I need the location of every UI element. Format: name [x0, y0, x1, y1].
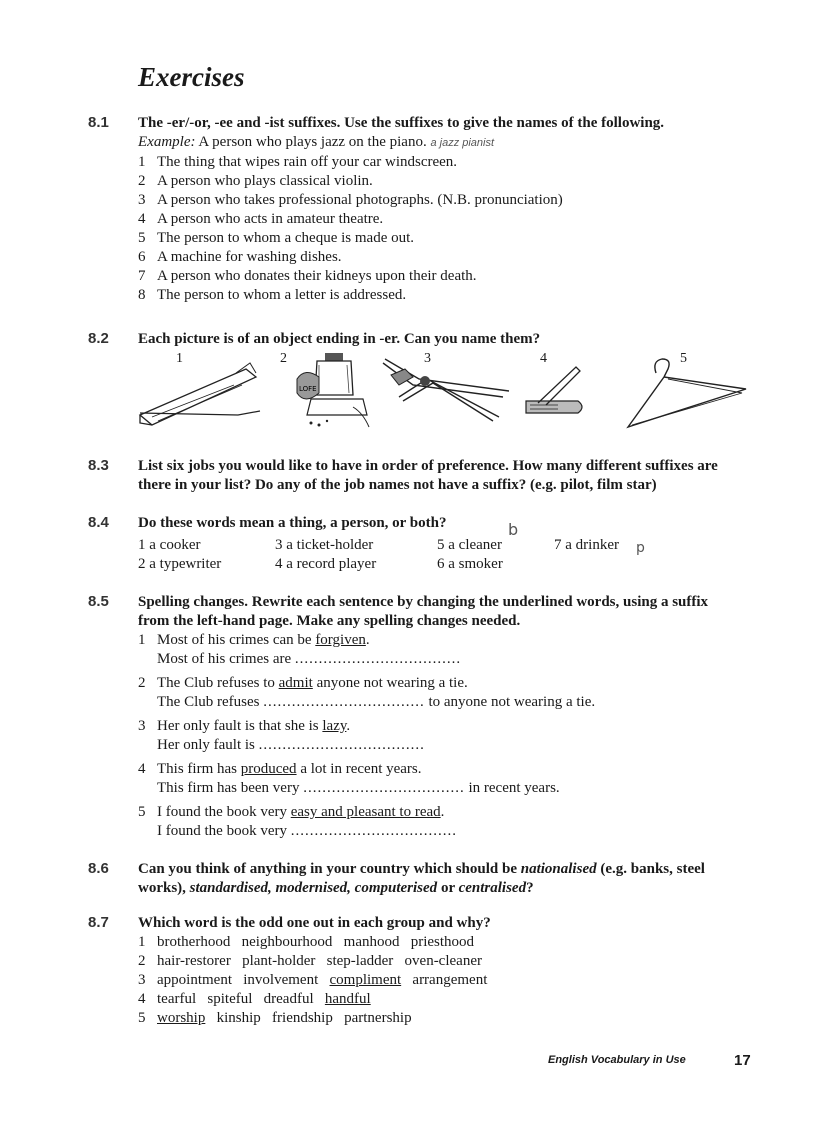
list-item: 5 The person to whom a cheque is made out. [138, 230, 415, 246]
exercise-number: 8.4 [88, 514, 109, 531]
pliers-drawing [373, 355, 513, 425]
list-item: 8 The person to whom a letter is addressed. [138, 287, 407, 303]
exercise-number: 8.7 [88, 914, 109, 931]
grid-item: 6 a smoker [437, 556, 503, 572]
grid-item: 2 a typewriter [138, 556, 222, 572]
answer-blank[interactable]: .................................. [258, 737, 421, 753]
exercise-number: 8.5 [88, 593, 109, 610]
grid-item: 5 a cleaner [437, 537, 502, 553]
exercise-8-3 [88, 457, 768, 495]
list-item: 1 Most of his crimes can be forgiven. Most of his crimes are ................................... [138, 632, 461, 667]
picture-label: 1 [176, 351, 183, 366]
nail-clipper-drawing [518, 361, 608, 421]
picture-label: 2 [280, 351, 287, 366]
instruction-line: from the left-hand page. Make any spelling changes needed. [138, 613, 521, 629]
example-label: Example: [138, 134, 196, 150]
list-item: 5 I found the book very easy and pleasant to read. I found the book very ................................... [138, 804, 456, 839]
instruction: The -er/-or, -ee and -ist suffixes. Use the suffixes to give the names of the following. [138, 115, 665, 131]
grid-item: 7 a drinker [554, 537, 619, 553]
instruction: Can you think of anything in your country which should be nationalised (e.g. banks, steel works), standardised, modernised, computerised or centralised? [138, 861, 705, 896]
stapler-drawing [138, 355, 268, 427]
handwritten-annotation: p [636, 540, 645, 556]
picture-label: 3 [424, 351, 431, 366]
list-item: 3 Her only fault is that she is lazy. Her only fault is ................................... [138, 718, 424, 753]
list-item: 5 worship kinship friendship partnership [138, 1010, 412, 1026]
picture-label: 4 [540, 351, 547, 366]
grid-item: 1 a cooker [138, 537, 201, 553]
sentence-list [138, 631, 768, 841]
list-item: 4 tearful spiteful dreadful handful [138, 991, 371, 1007]
picture-row [138, 349, 768, 431]
list-item: 3 A person who takes professional photographs. (N.B. pronunciation) [138, 192, 563, 208]
answer-blank[interactable]: .................................. [263, 694, 425, 710]
instruction-line: there in your list? Do any of the job names not have a suffix? (e.g. pilot, film star) [138, 477, 657, 493]
word-grid [138, 536, 768, 574]
word-group-list [138, 933, 768, 1028]
list-item: 1 brotherhood neighbourhood manhood priesthood [138, 934, 475, 950]
picture-label: 5 [680, 351, 687, 366]
answer-blank[interactable]: .................................. [303, 780, 465, 796]
footer-page-number: 17 [734, 1052, 751, 1069]
grid-item: 3 a ticket-holder [275, 537, 374, 553]
list-item: 2 A person who plays classical violin. [138, 173, 373, 189]
mixer-drawing [293, 349, 371, 431]
exercise-number: 8.3 [88, 457, 109, 474]
list-item: 1 The thing that wipes rain off your car windscreen. [138, 154, 458, 170]
instruction: Each picture is of an object ending in -er. Can you name them? [138, 331, 541, 347]
instruction-line: List six jobs you would like to have in order of preference. How many different suffixes are [138, 458, 718, 474]
exercise-number: 8.1 [88, 114, 109, 131]
list-item: 6 A machine for washing dishes. [138, 249, 342, 265]
list-item: 4 This firm has produced a lot in recent years. This firm has been very .................................. in recent years. [138, 761, 560, 796]
item-list [138, 153, 768, 305]
instruction: Do these words mean a thing, a person, or both? [138, 515, 447, 531]
instruction: Which word is the odd one out in each group and why? [138, 915, 491, 931]
exercise-8-2 [88, 330, 768, 431]
grid-item [554, 555, 674, 574]
exercise-8-6 [88, 860, 768, 898]
answer-blank[interactable]: .................................. [290, 823, 453, 839]
exercise-number: 8.2 [88, 330, 109, 347]
instruction-line: Spelling changes. Rewrite each sentence by changing the underlined words, using a suffix [138, 594, 709, 610]
exercise-8-4 [88, 514, 768, 574]
hanger-drawing [616, 351, 756, 431]
exercise-8-5 [88, 593, 768, 841]
list-item: 3 appointment involvement compliment arrangement [138, 972, 488, 988]
handwritten-annotation: b [508, 520, 519, 539]
list-item: 2 hair-restorer plant-holder step-ladder oven-cleaner [138, 953, 482, 969]
answer-blank[interactable]: .................................. [294, 651, 457, 667]
example-answer: a jazz pianist [430, 137, 495, 149]
list-item: 4 A person who acts in amateur theatre. [138, 211, 384, 227]
exercise-8-1 [88, 114, 768, 305]
svg-text:LOFE: LOFE [299, 385, 317, 393]
example-text: A person who plays jazz on the piano. [198, 134, 427, 150]
exercise-8-7 [88, 914, 768, 1028]
exercise-number: 8.6 [88, 860, 109, 877]
list-item: 7 A person who donates their kidneys upon their death. [138, 268, 477, 284]
grid-item: 4 a record player [275, 556, 377, 572]
page-title: Exercises [138, 62, 245, 92]
list-item: 2 The Club refuses to admit anyone not wearing a tie. The Club refuses .................................. to anyone not wearing a tie. [138, 675, 596, 710]
footer-book-title: English Vocabulary in Use [548, 1054, 686, 1066]
